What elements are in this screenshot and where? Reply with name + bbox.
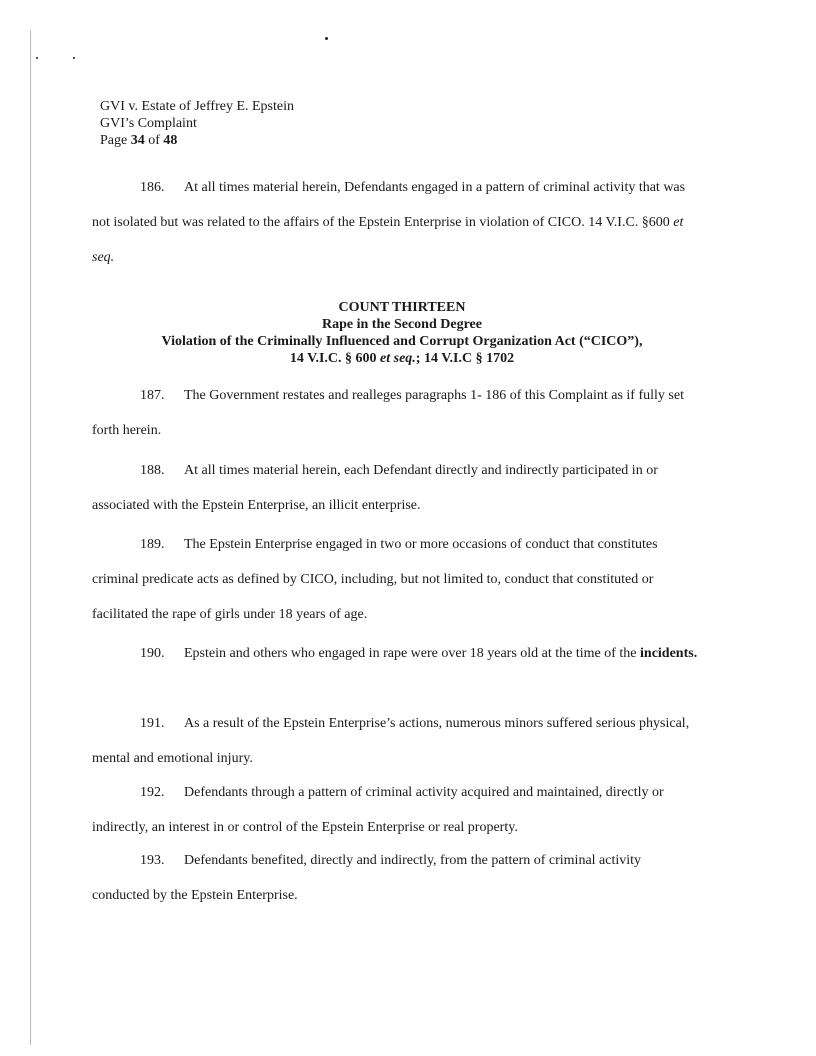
page-prefix: Page <box>100 133 131 148</box>
paragraph-text: Defendants through a pattern of criminal activity acquired and maintained, directly or indirectly, an interest in or control of the Epstein Enterprise or real property. <box>92 785 664 835</box>
page-current: 34 <box>130 133 145 148</box>
paragraph-187 <box>92 378 702 448</box>
paragraph-bold-tail: incidents. <box>640 646 698 661</box>
paragraph-number: 190. <box>140 646 165 661</box>
statute-citation: 14 V.I.C. § 600 <box>289 351 381 366</box>
paragraph-text: Defendants benefited, directly and indirectly, from the pattern of criminal activity conducted by the Epstein Enterprise. <box>92 853 642 903</box>
statute-et-seq: et seq. <box>380 351 416 366</box>
paragraph-text: The Epstein Enterprise engaged in two or more occasions of conduct that constitutes criminal predicate acts as defined by CICO, including, but not limited to, conduct that constituted or facilitated the rape of girls under 18 years of age. <box>92 537 658 622</box>
paragraph-number: 193. <box>140 853 165 868</box>
scan-speck <box>73 57 75 59</box>
paragraph-text: At all times material herein, each Defendant directly and indirectly participated in or associated with the Epstein Enterprise, an illicit enterprise. <box>92 463 658 513</box>
paragraph-text: Epstein and others who engaged in rape were over 18 years old at the time of the <box>184 646 641 661</box>
count-statute-line-2 <box>92 350 712 367</box>
scan-edge-line <box>30 30 31 1045</box>
statute-citation-tail: ; 14 V.I.C § 1702 <box>415 351 515 366</box>
paragraph-192 <box>92 775 702 845</box>
paragraph-number: 186. <box>140 180 165 195</box>
scan-speck <box>36 57 38 59</box>
case-title: GVI v. Estate of Jeffrey E. Epstein <box>100 99 294 114</box>
paragraph-number: 189. <box>140 537 165 552</box>
count-heading <box>92 299 712 367</box>
page-total: 48 <box>163 133 178 148</box>
count-title: COUNT THIRTEEN <box>338 300 466 315</box>
paragraph-italic-tail: et seq. <box>92 215 684 265</box>
paragraph-number: 188. <box>140 463 165 478</box>
paragraph-186 <box>92 170 702 275</box>
paragraph-number: 192. <box>140 785 165 800</box>
paragraph-text: The Government restates and realleges paragraphs 1- 186 of this Complaint as if fully set forth herein. <box>92 388 684 438</box>
page-of: of <box>144 133 164 148</box>
paragraph-193 <box>92 843 702 913</box>
scan-speck <box>325 37 328 40</box>
count-subtitle: Rape in the Second Degree <box>322 317 482 332</box>
document-header <box>100 98 294 149</box>
paragraph-190 <box>92 636 702 671</box>
paragraph-text: At all times material herein, Defendants engaged in a pattern of criminal activity that was not isolated but was related to the affairs of the Epstein Enterprise in violation of CICO. 14 V.I.C. §600 <box>92 180 686 230</box>
paragraph-191 <box>92 706 702 776</box>
count-statute-line-1: Violation of the Criminally Influenced and Corrupt Organization Act (“CICO”), <box>161 334 643 349</box>
paragraph-number: 187. <box>140 388 165 403</box>
document-name: GVI’s Complaint <box>100 116 197 131</box>
paragraph-189 <box>92 527 702 632</box>
page-indicator <box>100 132 294 149</box>
paragraph-188 <box>92 453 702 523</box>
paragraph-number: 191. <box>140 716 165 731</box>
paragraph-text: As a result of the Epstein Enterprise’s actions, numerous minors suffered serious physical, mental and emotional injury. <box>92 716 690 766</box>
